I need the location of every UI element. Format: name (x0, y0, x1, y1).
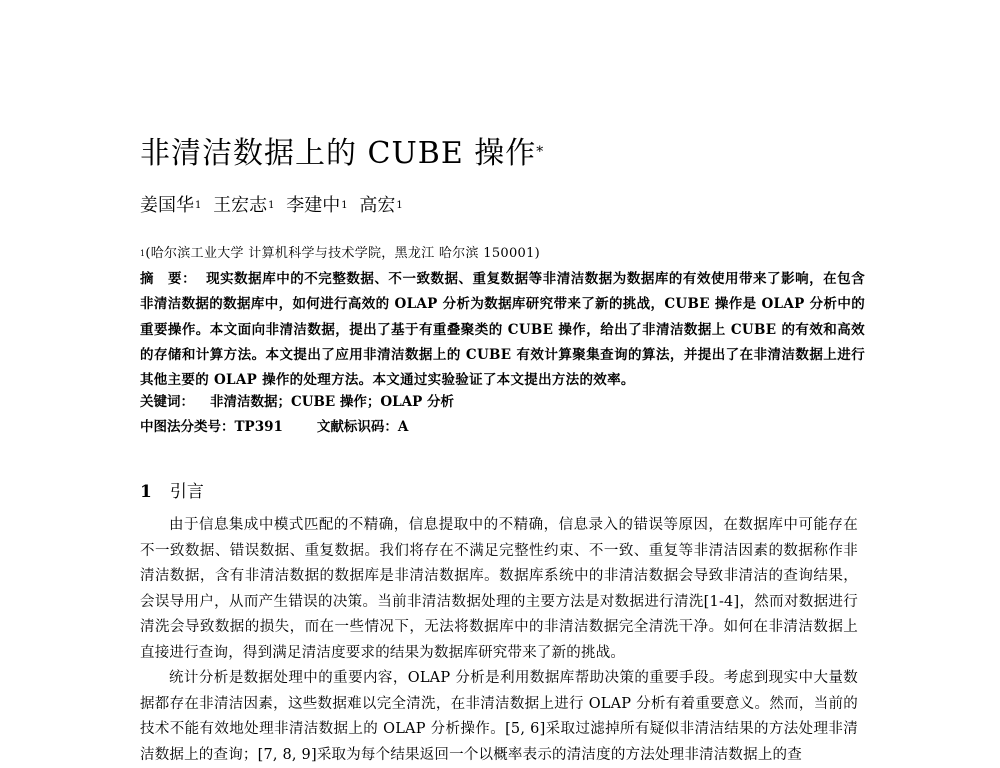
body-text (140, 513, 858, 768)
author-affiliation-mark: 1 (341, 200, 348, 211)
author-name: 姜国华 (140, 195, 194, 216)
author-affiliation-mark: 1 (195, 200, 202, 211)
paper-title (140, 134, 544, 174)
author-name: 李建中 (286, 195, 341, 216)
author (286, 195, 347, 216)
title-footnote-mark: * (536, 144, 545, 160)
paragraph: 由于信息集成中模式匹配的不精确，信息提取中的不精确，信息录入的错误等原因，在数据库中可能存在不一致数据、错误数据、重复数据。我们将存在不满足完整性约束、不一致、重复等非清洁因素的数据称作非清洁数据，含有非清洁数据的数据库是非清洁数据库。数据库系统中的非清洁数据会导致非清洁的查询结果，会误导用户，从而产生错误的决策。当前非清洁数据处理的主要方法是对数据进行清洗[1-4]，然而对数据进行清洗会导致数据的损失，而在一些情况下，无法将数据库中的非清洁数据完全清洗干净。如何在非清洁数据上直接进行查询，得到满足清洁度要求的结果为数据库研究带来了新的挑战。 (140, 517, 858, 661)
abstract-text: 现实数据库中的不完整数据、不一致数据、重复数据等非清洁数据为数据库的有效使用带来了影响，在包含非清洁数据的数据库中，如何进行高效的 OLAP 分析为数据库研究带来了新的挑战，CUBE 操作是 OLAP 分析中的重要操作。本文面向非清洁数据，提出了基于有重叠聚类的 CUBE 操作，给出了非清洁数据上 CUBE 的有效和高效的存储和计算方法。本文提出了应用非清洁数据上的 CUBE 有效计算聚集查询的算法，并提出了在非清洁数据上进行其他主要的 OLAP 操作的处理方法。本文通过实验验证了本文提出方法的效率。 (140, 271, 865, 389)
affiliation-mark: 1 (140, 249, 146, 258)
abstract (140, 267, 865, 393)
keywords (140, 391, 454, 413)
doc-code-label: 文献标识码： (316, 419, 398, 435)
doc-code: A (397, 419, 409, 435)
classification-label: 中图法分类号： (140, 419, 235, 435)
section-heading (140, 479, 204, 505)
author (213, 195, 274, 216)
title-text: 非清洁数据上的 CUBE 操作 (140, 136, 537, 171)
paragraph: 统计分析是数据处理中的重要内容，OLAP 分析是利用数据库帮助决策的重要手段。考虑到现实中大量数据都存在非清洁因素，这些数据难以完全清洗，在非清洁数据上进行 OLAP 分析有着重要意义。然而，当前的技术不能有效地处理非清洁数据上的 OLAP 分析操作。[5, 6]采取过滤掉所有疑似非清洁结果的方法处理非清洁数据上的查询；[7, 8, 9]采取为每个结果返回一个以概率表示的清洁度的方法处理非清洁数据上的查 (140, 670, 858, 763)
affiliation-text: (哈尔滨工业大学 计算机科学与技术学院，黑龙江 哈尔滨 150001) (145, 246, 541, 261)
classification (140, 416, 408, 438)
author-name: 高宏 (359, 195, 396, 216)
abstract-label: 摘 要： (140, 271, 197, 287)
section-number: 1 (140, 482, 152, 502)
author-affiliation-mark: 1 (268, 200, 275, 211)
author (140, 195, 201, 216)
classification-code: TP391 (234, 419, 283, 435)
keywords-label: 关键词： (140, 394, 194, 410)
author-list (140, 193, 409, 219)
author (359, 195, 402, 216)
keywords-text: 非清洁数据；CUBE 操作；OLAP 分析 (210, 394, 454, 410)
affiliation (140, 244, 540, 264)
author-affiliation-mark: 1 (396, 200, 403, 211)
author-name: 王宏志 (213, 195, 268, 216)
section-title: 引言 (169, 482, 204, 502)
